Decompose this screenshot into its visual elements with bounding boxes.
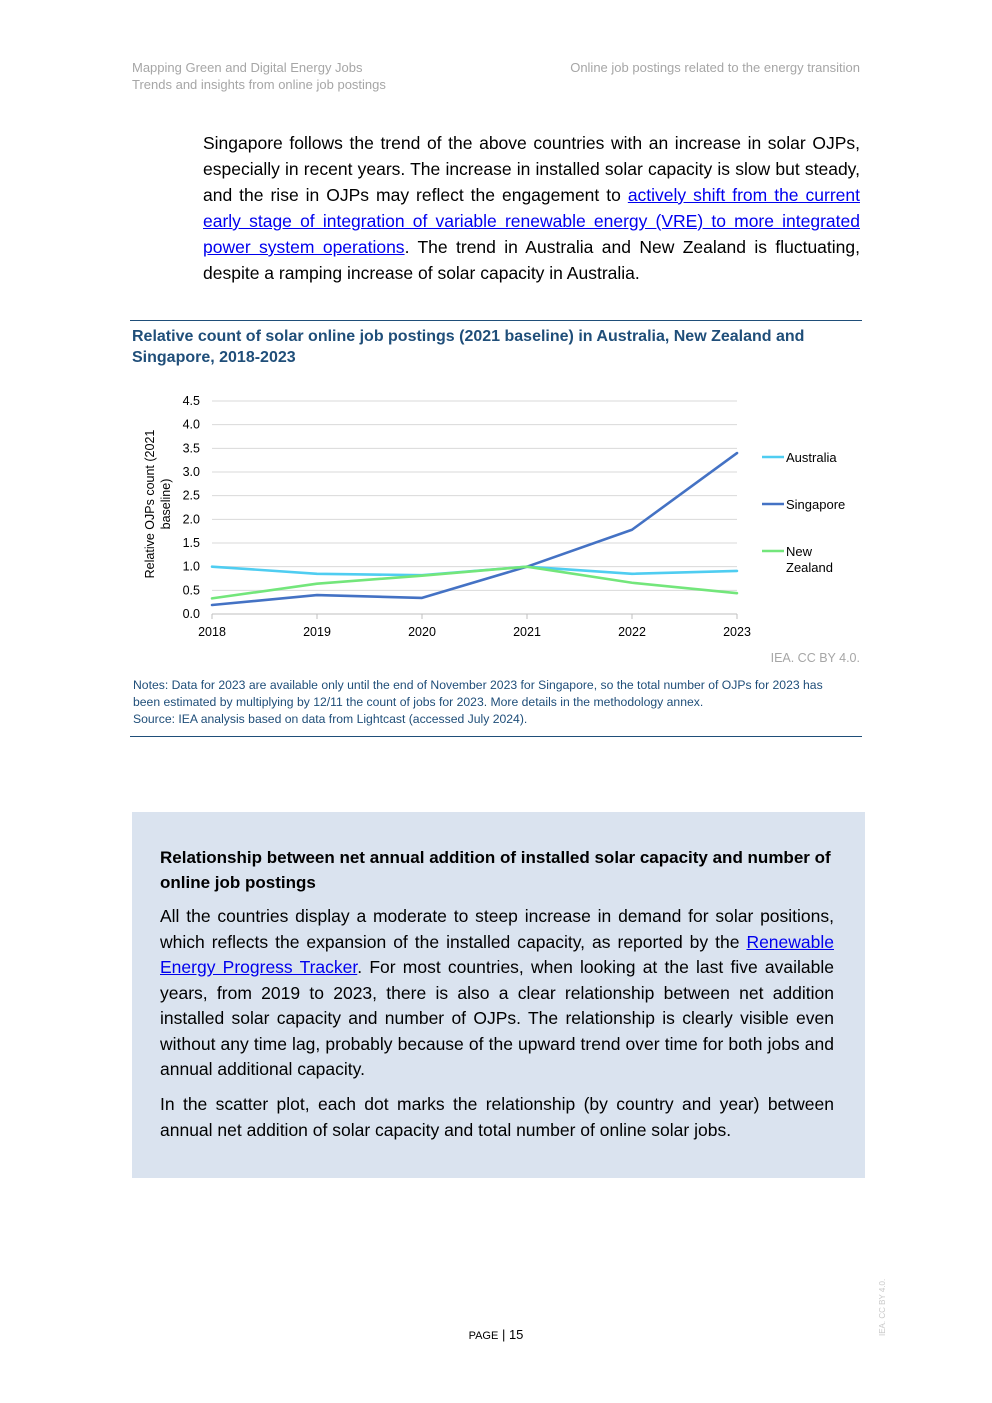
y-tick-label: 3.5: [182, 441, 200, 456]
info-box-title: Relationship between net annual addition of installed solar capacity and number of online job postings: [160, 848, 831, 892]
y-axis-label-line2: baseline): [159, 478, 173, 530]
y-axis-ticks: [183, 394, 200, 621]
y-axis-label-line1: Relative OJPs count (2021: [143, 429, 157, 579]
intro-text-2: . The trend in Australia and New Zealand is fluctuating, despite a ramping increase of solar capacity in Australia.: [203, 237, 860, 283]
legend-label-new-zealand: Zealand: [786, 560, 833, 575]
figure-notes: [133, 677, 853, 728]
legend-label-singapore: Singapore: [786, 497, 846, 512]
legend-label-new-zealand: New: [786, 544, 813, 559]
y-tick-label: 1.5: [182, 536, 200, 550]
intro-text-1: Singapore follows the trend of the above countries with an increase in solar OJPs, especially in recent years. The increase in installed solar capacity is slow but steady, and the rise in OJPs may reflect the engagement to: [203, 133, 860, 205]
x-axis-ticks: [198, 614, 751, 639]
info-box-paragraph-2: In the scatter plot, each dot marks the relationship (by country and year) between annual net addition of solar capacity and total number of online solar jobs.: [160, 1094, 834, 1140]
box-text-2: . For most countries, when looking at the last five available years, from 2019 to 2023, there is also a clear relationship between net addition installed solar capacity and number of OJPs. The relationship is clearly visible even without any time lag, probably because of the upward trend over time for both jobs and annual additional capacity.: [160, 957, 834, 1079]
chart-legend: [762, 450, 845, 575]
y-tick-label: 3.0: [182, 465, 200, 479]
notes-text: Notes: Data for 2023 are available only until the end of November 2023 for Singapore, so the total number of OJPs for 2023 has been estimated by multiplying by 12/11 the count of jobs for 2023. More details in the methodology annex.: [133, 678, 823, 709]
intro-paragraph: [203, 130, 860, 286]
info-box-paragraph-1: [160, 904, 834, 1083]
y-tick-label: 0.5: [182, 583, 200, 598]
page-number-value: 15: [508, 1327, 524, 1342]
y-tick-label: 2.0: [182, 512, 200, 527]
figure-title: Relative count of solar online job postings (2021 baseline) in Australia, New Zealand and Singapore, 2018-2023: [132, 328, 805, 366]
x-tick-label: 2023: [723, 625, 751, 639]
page-label: PAGE: [468, 1330, 499, 1342]
figure-top-rule: [130, 320, 862, 321]
running-header-right: Online job postings related to the energy transition: [570, 60, 860, 75]
solar-ojp-line-chart: [130, 385, 862, 647]
report-subtitle: Trends and insights from online job postings: [132, 77, 386, 92]
page-number: [0, 1327, 992, 1342]
x-tick-label: 2022: [618, 625, 646, 639]
box-text-1: All the countries display a moderate to steep increase in demand for solar positions, which reflects the expansion of the installed capacity, as reported by the: [160, 906, 834, 952]
y-tick-label: 4.0: [182, 417, 200, 432]
report-title: Mapping Green and Digital Energy Jobs: [132, 60, 363, 75]
chart-series: [212, 453, 737, 605]
y-tick-label: 1.0: [182, 559, 200, 574]
running-header-left: [132, 59, 386, 93]
renewable-tracker-link[interactable]: Renewable Energy Progress Tracker: [160, 931, 834, 977]
y-tick-label: 4.5: [182, 394, 200, 408]
series-line-singapore: [212, 453, 737, 605]
x-tick-label: 2018: [198, 625, 226, 639]
y-tick-label: 2.5: [182, 488, 200, 503]
x-tick-label: 2021: [513, 625, 541, 639]
side-credit: IEA. CC BY 4.0.: [878, 1278, 887, 1336]
legend-label-australia: Australia: [786, 450, 837, 465]
x-tick-label: 2020: [408, 625, 436, 639]
figure-bottom-rule: [130, 736, 862, 737]
y-tick-label: 0.0: [182, 607, 200, 621]
figure-credit: IEA. CC BY 4.0.: [770, 651, 860, 665]
vre-integration-link[interactable]: actively shift from the current early stage of integration of variable renewable energy (VRE) to more integrated power system operations: [203, 185, 860, 257]
page-separator: |: [498, 1327, 509, 1342]
source-text: Source: IEA analysis based on data from Lightcast (accessed July 2024).: [133, 712, 528, 726]
x-tick-label: 2019: [303, 625, 331, 639]
